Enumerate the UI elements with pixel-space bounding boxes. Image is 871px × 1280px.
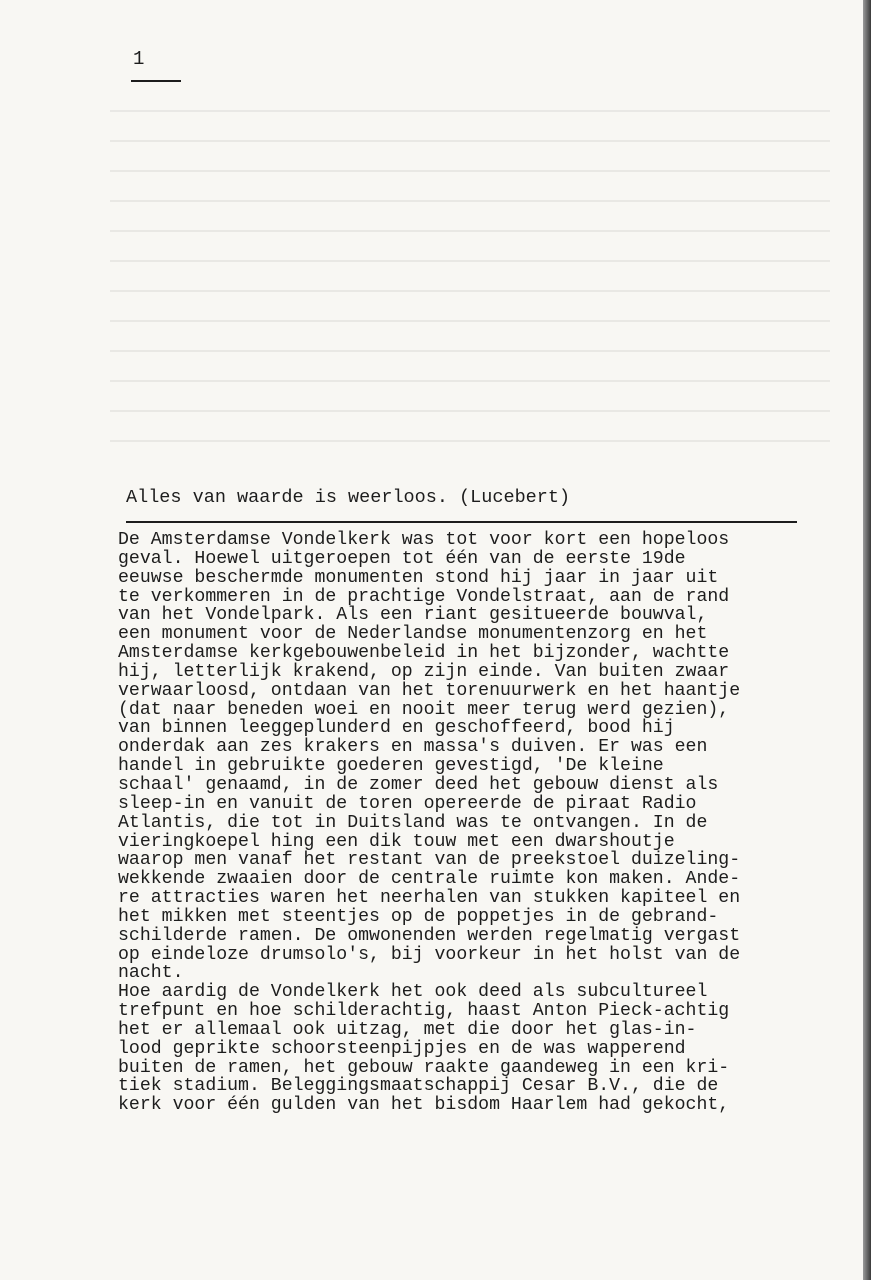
text-line: wekkende zwaaien door de centrale ruimte kon maken. Ande- xyxy=(118,869,741,890)
text-line: van het Vondelpark. Als een riant gesitueerde bouwval, xyxy=(118,605,708,626)
text-line: verwaarloosd, ontdaan van het torenuurwerk en het haantje xyxy=(118,680,741,701)
text-line: waarop men vanaf het restant van de preekstoel duizeling- xyxy=(118,850,741,871)
title-underline xyxy=(126,521,797,523)
text-line: Amsterdamse kerkgebouwenbeleid in het bijzonder, wachtte xyxy=(118,643,730,664)
text-line: vieringkoepel hing een dik touw met een dwarshoutje xyxy=(118,831,675,852)
text-line: hij, letterlijk krakend, op zijn einde. Van buiten zwaar xyxy=(118,661,730,682)
text-line: het er allemaal ook uitzag, met die door het glas-in- xyxy=(118,1019,697,1040)
text-line: (dat naar beneden woei en nooit meer terug werd gezien), xyxy=(118,699,730,720)
text-line: te verkommeren in de prachtige Vondelstraat, aan de rand xyxy=(118,586,730,607)
text-line: trefpunt en hoe schilderachtig, haast Anton Pieck-achtig xyxy=(118,1001,730,1022)
text-line: sleep-in en vanuit de toren opereerde de piraat Radio xyxy=(118,793,697,814)
text-line: eeuwse beschermde monumenten stond hij jaar in jaar uit xyxy=(118,567,719,588)
text-line: onderdak aan zes krakers en massa's duiven. Er was een xyxy=(118,737,708,758)
text-line: een monument voor de Nederlandse monumentenzorg en het xyxy=(118,624,708,645)
text-line: geval. Hoewel uitgeroepen tot één van de eerste 19de xyxy=(118,548,686,569)
scan-edge xyxy=(863,0,871,1280)
text-line: het mikken met steentjes op de poppetjes in de gebrand- xyxy=(118,906,719,927)
text-line: schaal' genaamd, in de zomer deed het gebouw dienst als xyxy=(118,774,719,795)
text-line: lood geprikte schoorsteenpijpjes en de was wapperend xyxy=(118,1038,686,1059)
text-line: Atlantis, die tot in Duitsland was te ontvangen. In de xyxy=(118,812,708,833)
text-line: re attracties waren het neerhalen van stukken kapiteel en xyxy=(118,888,741,909)
text-line: De Amsterdamse Vondelkerk was tot voor kort een hopeloos xyxy=(118,530,730,550)
text-line: op eindeloze drumsolo's, bij voorkeur in het holst van de xyxy=(118,944,741,965)
text-line: kerk voor één gulden van het bisdom Haarlem had gekocht, xyxy=(118,1095,730,1116)
text-line: schilderde ramen. De omwonenden werden regelmatig vergast xyxy=(118,925,741,946)
text-line: Hoe aardig de Vondelkerk het ook deed als subcultureel xyxy=(118,982,708,1003)
page-number: 1 xyxy=(133,48,145,70)
show-through-text xyxy=(110,110,830,490)
text-line: handel in gebruikte goederen gevestigd, 'De kleine xyxy=(118,756,664,777)
text-line: van binnen leeggeplunderd en geschoffeerd, bood hij xyxy=(118,718,675,739)
text-line: nacht. xyxy=(118,963,184,984)
text-line: buiten de ramen, het gebouw raakte gaandeweg in een kri- xyxy=(118,1057,730,1078)
page-number-underline xyxy=(131,80,181,82)
body-text xyxy=(118,531,808,1115)
page-title: Alles van waarde is weerloos. (Lucebert) xyxy=(126,487,571,508)
text-line: tiek stadium. Beleggingsmaatschappij Cesar B.V., die de xyxy=(118,1076,719,1097)
